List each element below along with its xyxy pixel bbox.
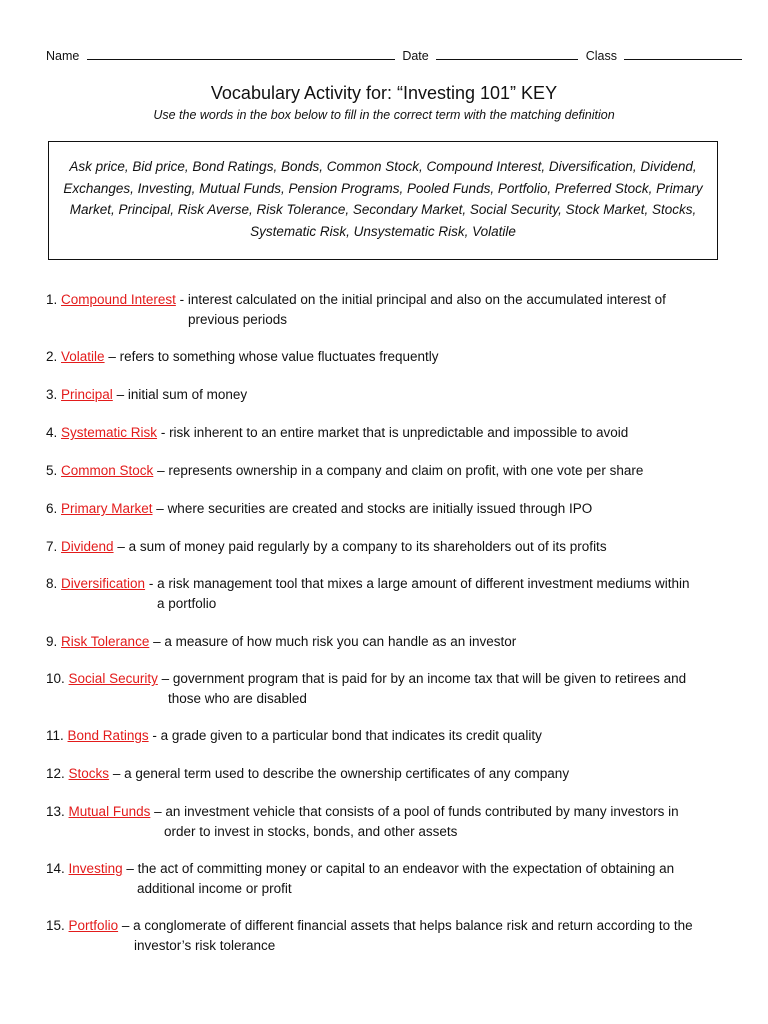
answer-term: Social Security [68, 671, 158, 686]
definition-text: a grade given to a particular bond that indicates its credit quality [160, 728, 542, 743]
separator: – [104, 349, 120, 364]
definition-text: a measure of how much risk you can handle as an investor [164, 634, 517, 649]
vocab-item [46, 726, 722, 746]
class-blank[interactable] [624, 47, 742, 60]
separator: – [113, 539, 129, 554]
vocab-item-line [46, 802, 722, 822]
word-bank-box [48, 141, 718, 260]
item-number: 9. [46, 634, 58, 649]
item-number: 7. [46, 539, 58, 554]
vocab-item [46, 499, 722, 519]
vocab-item-line [46, 385, 722, 405]
vocab-item-line [46, 726, 722, 746]
definition-text: a risk management tool that mixes a large amount of different investment mediums within [157, 576, 690, 591]
definition-text: where securities are created and stocks are initially issued through IPO [167, 501, 593, 516]
separator: – [109, 766, 125, 781]
name-label: Name [46, 49, 80, 63]
answer-term: Risk Tolerance [61, 634, 150, 649]
item-number: 10. [46, 671, 65, 686]
vocab-item-line [46, 499, 722, 519]
separator: – [152, 501, 168, 516]
definition-text: a sum of money paid regularly by a company to its shareholders out of its profits [128, 539, 607, 554]
separator: - [175, 292, 188, 307]
vocab-item [46, 632, 722, 652]
separator: – [149, 634, 165, 649]
vocab-item-line [46, 537, 722, 557]
separator: – [112, 387, 128, 402]
answer-term: Volatile [61, 349, 105, 364]
definition-text: interest calculated on the initial principal and also on the accumulated interest of [187, 292, 666, 307]
page-title: Vocabulary Activity for: “Investing 101” KEY [210, 83, 558, 103]
header-fields [46, 47, 726, 63]
definition-continuation: investor’s risk tolerance [134, 937, 276, 953]
vocab-item-line [46, 347, 722, 367]
answer-term: Diversification [61, 576, 146, 591]
date-label: Date [402, 49, 429, 63]
definition-text: a general term used to describe the ownership certificates of any company [124, 766, 570, 781]
vocab-item [46, 669, 722, 708]
item-number: 14. [46, 861, 65, 876]
separator: – [150, 804, 166, 819]
vocab-item [46, 461, 722, 481]
class-label: Class [585, 49, 617, 63]
item-number: 11. [46, 728, 64, 743]
vocab-item-line [46, 764, 722, 784]
vocab-item [46, 916, 722, 955]
vocab-item [46, 423, 722, 443]
answer-term: Dividend [61, 539, 114, 554]
vocab-item [46, 764, 722, 784]
separator: – [153, 463, 169, 478]
definition-text: a conglomerate of different financial assets that helps balance risk and return according to the [133, 918, 693, 933]
vocab-item-line [46, 916, 722, 936]
vocab-item [46, 574, 722, 613]
separator: - [145, 576, 158, 591]
definition-text: represents ownership in a company and claim on profit, with one vote per share [168, 463, 644, 478]
item-number: 8. [46, 576, 58, 591]
answer-term: Common Stock [61, 463, 154, 478]
item-number: 15. [46, 918, 65, 933]
answer-term: Bond Ratings [67, 728, 149, 743]
vocab-item-line [46, 669, 722, 689]
answer-term: Systematic Risk [61, 425, 158, 440]
separator: – [122, 861, 138, 876]
answer-term: Investing [68, 861, 123, 876]
definition-continuation: additional income or profit [137, 880, 292, 896]
vocab-item [46, 290, 722, 329]
item-number: 13. [46, 804, 65, 819]
answer-term: Portfolio [68, 918, 119, 933]
item-number: 12. [46, 766, 65, 781]
vocab-item-line [46, 859, 722, 879]
answer-term: Stocks [68, 766, 110, 781]
definition-text: initial sum of money [127, 387, 248, 402]
separator: - [148, 728, 161, 743]
separator: – [157, 671, 173, 686]
answer-term: Primary Market [61, 501, 153, 516]
separator: - [157, 425, 170, 440]
vocab-item [46, 385, 722, 405]
definition-continuation: those who are disabled [168, 690, 307, 706]
item-number: 5. [46, 463, 58, 478]
instructions: Use the words in the box below to fill in the correct term with the matching definition [153, 108, 615, 122]
name-blank[interactable] [87, 47, 395, 60]
item-number: 1. [46, 292, 58, 307]
answer-term: Principal [61, 387, 113, 402]
definition-text: risk inherent to an entire market that is unpredictable and impossible to avoid [169, 425, 629, 440]
definition-text: the act of committing money or capital to an endeavor with the expectation of obtaining an [137, 861, 675, 876]
item-number: 3. [46, 387, 58, 402]
answer-term: Compound Interest [61, 292, 176, 307]
definition-continuation: a portfolio [157, 595, 217, 611]
date-blank[interactable] [436, 47, 578, 60]
definition-text: government program that is paid for by an income tax that will be given to retirees and [172, 671, 687, 686]
item-number: 2. [46, 349, 58, 364]
vocab-item-line [46, 574, 722, 594]
item-number: 6. [46, 501, 58, 516]
vocab-item-line [46, 423, 722, 443]
definition-continuation: order to invest in stocks, bonds, and other assets [164, 823, 458, 839]
vocab-item-line [46, 461, 722, 481]
answer-term: Mutual Funds [68, 804, 151, 819]
word-bank-text: Ask price, Bid price, Bond Ratings, Bonds, Common Stock, Compound Interest, Diversification, Dividend, Exchanges, Investing, Mutual Funds, Pension Programs, Pooled Funds, Portfolio, Preferred Stock, Primary Market, Principal, Risk Averse, Risk Tolerance, Secondary Market, Social Security, Stock Market, Stocks, Systematic Risk, Unsystematic Risk, Volatile [63, 159, 703, 240]
vocab-item [46, 537, 722, 557]
vocab-item [46, 859, 722, 898]
definition-text: an investment vehicle that consists of a pool of funds contributed by many investors in [165, 804, 679, 819]
definition-text: refers to something whose value fluctuates frequently [119, 349, 439, 364]
separator: – [118, 918, 134, 933]
vocab-item [46, 347, 722, 367]
vocab-item-line [46, 632, 722, 652]
vocab-item-line [46, 290, 722, 310]
item-number: 4. [46, 425, 58, 440]
vocab-item [46, 802, 722, 841]
definition-continuation: previous periods [188, 311, 288, 327]
